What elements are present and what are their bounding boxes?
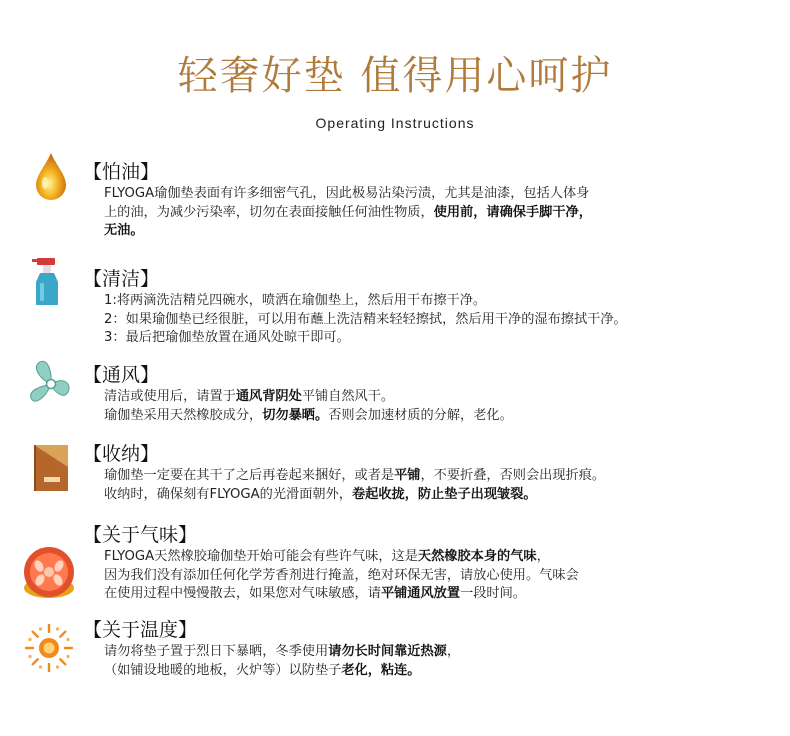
section-body [104, 292, 627, 348]
body-line [104, 662, 460, 681]
page-subtitle: Operating Instructions [315, 115, 475, 131]
section-body [104, 643, 460, 680]
text-segment: 3：最后把瑜伽垫放置在通风处晾干即可。 [104, 330, 350, 345]
text-segment: 平铺自然风干。 [301, 389, 395, 404]
text-segment: 请勿将垫子置于烈日下暴晒，冬季使用 [104, 644, 329, 659]
text-segment: FLYOGA瑜伽垫表面有许多细密气孔，因此极易沾染污渍，尤其是油漆，包括人体身 [104, 186, 590, 201]
text-segment: ， [536, 549, 550, 564]
body-line [104, 329, 627, 348]
section-heading: 【清洁】 [83, 268, 160, 290]
text-segment: 因为我们没有添加任何化学芳香剂进行掩盖，绝对环保无害，请放心使用。气味会 [104, 567, 579, 583]
body-line [104, 388, 513, 407]
text-segment: （如铺设地暖的地板，火炉等）以防垫子 [104, 662, 342, 678]
emphasis-text: 使用前，请确保手脚干净， [433, 204, 592, 220]
body-line [104, 548, 579, 567]
emphasis-text: 通风背阴处 [235, 389, 302, 404]
text-segment: 一段时间。 [460, 586, 526, 601]
text-segment: 在使用过程中慢慢散去，如果您对气味敏感，请 [104, 586, 381, 601]
fan-icon [28, 358, 74, 410]
text-segment: 1:将两滴洗洁精兑四碗水，喷洒在瑜伽垫上，然后用干布擦干净。 [104, 293, 487, 308]
text-segment: 瑜伽垫一定要在其干了之后再卷起来捆好，或者是 [104, 468, 395, 483]
emphasis-text: 请勿长时间靠近热源 [328, 644, 447, 659]
text-segment: FLYOGA天然橡胶瑜伽垫开始可能会有些许气味，这是 [104, 549, 418, 564]
text-segment: 否则会加速材质的分解，老化。 [328, 407, 513, 423]
section-heading: 【通风】 [83, 364, 160, 386]
text-segment: 2：如果瑜伽垫已经很脏，可以用布蘸上洗洁精来轻轻擦拭，然后用干净的湿布擦拭干净。 [104, 311, 627, 327]
body-line [104, 311, 627, 330]
body-line [104, 292, 627, 311]
text-segment: ，不要折叠，否则会出现折痕。 [420, 468, 606, 483]
text-segment: 清洁或使用后，请置于 [104, 389, 236, 404]
body-line [104, 567, 579, 586]
sun-icon [24, 623, 74, 673]
section-body [104, 388, 513, 425]
body-line [104, 204, 592, 223]
section-heading: 【关于气味】 [83, 524, 198, 546]
body-line [104, 486, 605, 505]
body-line [104, 585, 579, 604]
section-heading: 【收纳】 [83, 443, 160, 465]
text-segment: ， [446, 644, 461, 659]
body-line [104, 467, 605, 486]
emphasis-text: 平铺通风放置 [380, 586, 461, 601]
body-line [104, 222, 592, 241]
emphasis-text: 平铺 [394, 468, 421, 483]
body-line [104, 407, 513, 426]
section-body [104, 467, 605, 504]
section-heading: 【怕油】 [83, 161, 160, 183]
body-line [104, 185, 592, 204]
text-segment: 瑜伽垫采用天然橡胶成分， [104, 407, 263, 423]
text-segment: 收纳时，确保刻有FLYOGA的光滑面朝外， [104, 486, 352, 502]
body-line [104, 643, 460, 662]
section-heading: 【关于温度】 [83, 619, 198, 641]
emphasis-text: 天然橡胶本身的气味 [417, 549, 537, 564]
emphasis-text: 卷起收拢，防止垫子出现皱裂。 [351, 486, 537, 502]
text-segment: 上的油，为减少污染率，切勿在表面接触任何油性物质， [104, 204, 434, 220]
tomato-slice-icon [22, 544, 76, 602]
emphasis-text: 老化，粘连。 [341, 662, 421, 678]
spray-bottle-icon [28, 256, 74, 308]
oil-drop-icon [28, 151, 74, 203]
page-title: 轻奢好垫 值得用心呵护 [177, 53, 613, 99]
storage-box-icon [28, 441, 74, 493]
emphasis-text: 切勿暴晒。 [262, 407, 329, 423]
section-body [104, 185, 592, 241]
section-body [104, 548, 579, 604]
emphasis-text: 无油。 [104, 223, 144, 238]
